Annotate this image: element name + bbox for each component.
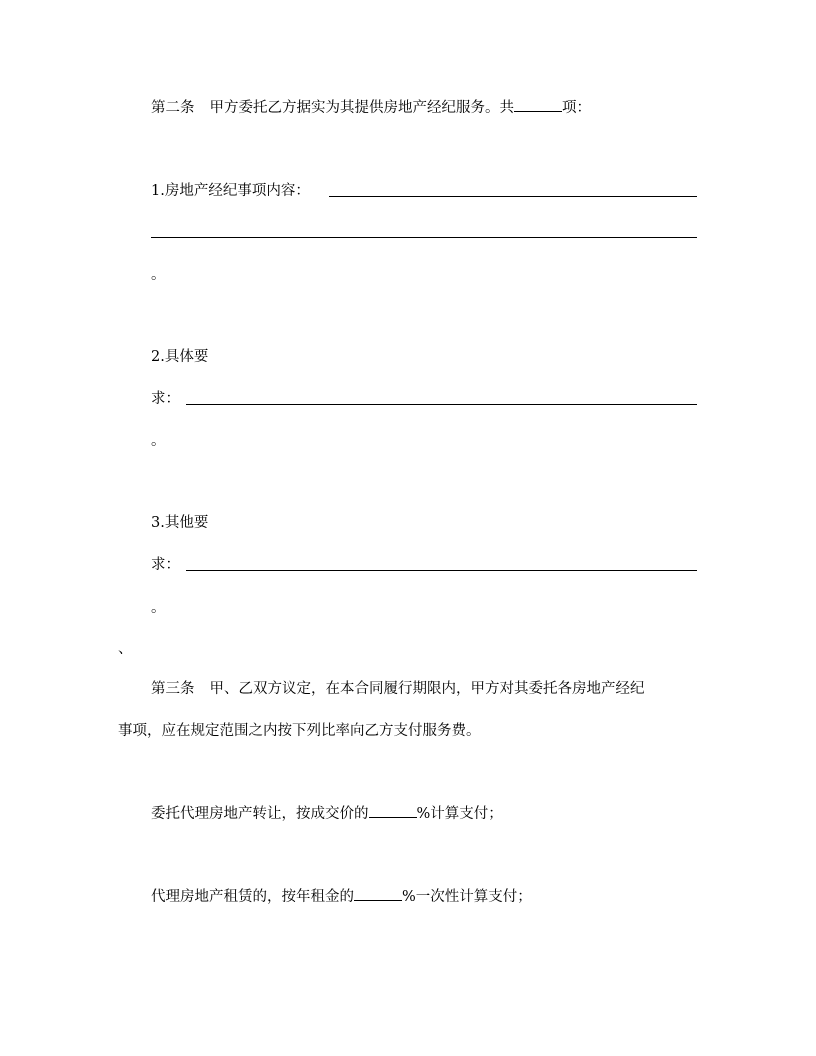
fee-transfer-line — [151, 803, 503, 824]
article3-heading: 第三条 — [151, 681, 195, 697]
article3-line1 — [151, 679, 645, 699]
article2-suffix: 项： — [562, 100, 591, 116]
fee-lease-prefix: 代理房地产租赁的，按年租金的 — [151, 889, 354, 905]
item2-end: 。 — [151, 433, 166, 449]
item1-blank-line1[interactable] — [329, 196, 697, 197]
article3-text-line1: 甲、乙双方议定，在本合同履行期限内，甲方对其委托各房地产经纪 — [209, 681, 645, 697]
item2-blank[interactable] — [186, 404, 697, 405]
fee-transfer-rate-blank[interactable] — [369, 803, 417, 818]
item-count-blank[interactable] — [514, 97, 562, 112]
stray-mark: 、 — [118, 641, 133, 657]
item3-label-line1: 3.其他要 — [151, 515, 209, 531]
item1-end: 。 — [151, 267, 166, 283]
fee-lease-rate-blank[interactable] — [354, 886, 402, 901]
fee-transfer-prefix: 委托代理房地产转让，按成交价的 — [151, 806, 369, 822]
article3-line2: 事项，应在规定范围之内按下列比率向乙方支付服务费。 — [118, 723, 481, 739]
fee-transfer-suffix: %计算支付； — [416, 806, 503, 822]
item3-label-line2: 求： — [151, 557, 180, 573]
item2-label-line2: 求： — [151, 391, 180, 407]
item1-blank-line2[interactable] — [151, 237, 697, 238]
item3-end: 。 — [151, 600, 166, 616]
article2-line — [151, 97, 591, 118]
item2-label-line1: 2.具体要 — [151, 349, 209, 365]
fee-lease-suffix: %一次性计算支付； — [402, 889, 532, 905]
article2-text: 甲方委托乙方据实为其提供房地产经纪服务。共 — [209, 100, 514, 116]
fee-lease-line — [151, 886, 532, 907]
item1-label: 1.房地产经纪事项内容： — [151, 183, 310, 199]
item3-blank[interactable] — [186, 570, 697, 571]
article2-heading: 第二条 — [151, 100, 195, 116]
